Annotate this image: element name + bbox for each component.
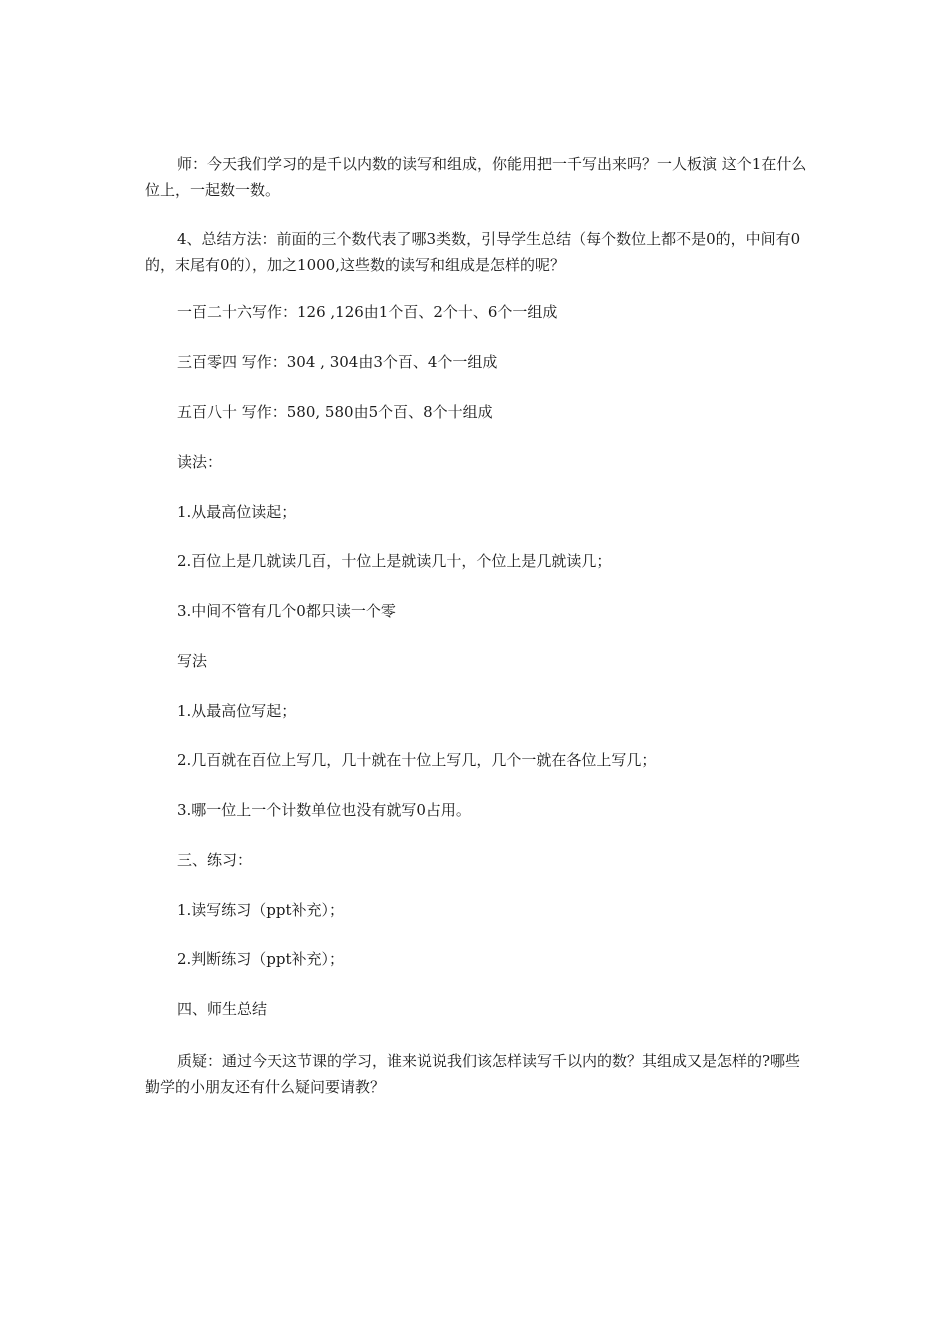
heading-writing-method: 写法 xyxy=(177,652,208,670)
list-item-writing-1: 1.从最高位写起； xyxy=(177,702,297,720)
list-item-reading-1: 1.从最高位读起； xyxy=(177,503,297,521)
list-item-reading-2: 2.百位上是几就读几百，十位上是就读几十，个位上是几就读几； xyxy=(177,552,612,570)
heading-practice: 三、练习： xyxy=(177,851,253,869)
line-example-126: 一百二十六写作：126 ,126由1个百、2个十、6个一组成 xyxy=(177,303,558,321)
list-item-writing-3: 3.哪一位上一个计数单位也没有就写0占用。 xyxy=(177,801,471,819)
paragraph-teacher-intro: 师：今天我们学习的是千以内数的读写和组成，你能用把一千写出来吗？一人板演 这个1在什么位上，一起数一数。 xyxy=(145,155,807,199)
line-example-580: 五百八十 写作：580, 580由5个百、8个十组成 xyxy=(177,403,493,421)
paragraph-summary-method: 4、总结方法：前面的三个数代表了哪3类数，引导学生总结（每个数位上都不是0的，中间有0的，末尾有0的），加之1000,这些数的读写和组成是怎样的呢？ xyxy=(145,230,801,274)
list-item-reading-3: 3.中间不管有几个0都只读一个零 xyxy=(177,602,396,620)
line-example-304: 三百零四 写作：304 , 304由3个百、4个一组成 xyxy=(177,353,498,371)
paragraph-questions: 质疑：通过今天这节课的学习，谁来说说我们该怎样读写千以内的数？其组成又是怎样的?哪些勤学的小朋友还有什么疑问要请教？ xyxy=(145,1052,801,1096)
list-item-writing-2: 2.几百就在百位上写几，几十就在十位上写几，几个一就在各位上写几； xyxy=(177,751,657,769)
list-item-practice-1: 1.读写练习（ppt补充）； xyxy=(177,901,345,919)
list-item-practice-2: 2.判断练习（ppt补充）； xyxy=(177,950,345,968)
heading-summary: 四、师生总结 xyxy=(177,1000,268,1018)
heading-reading-method: 读法： xyxy=(177,453,223,471)
